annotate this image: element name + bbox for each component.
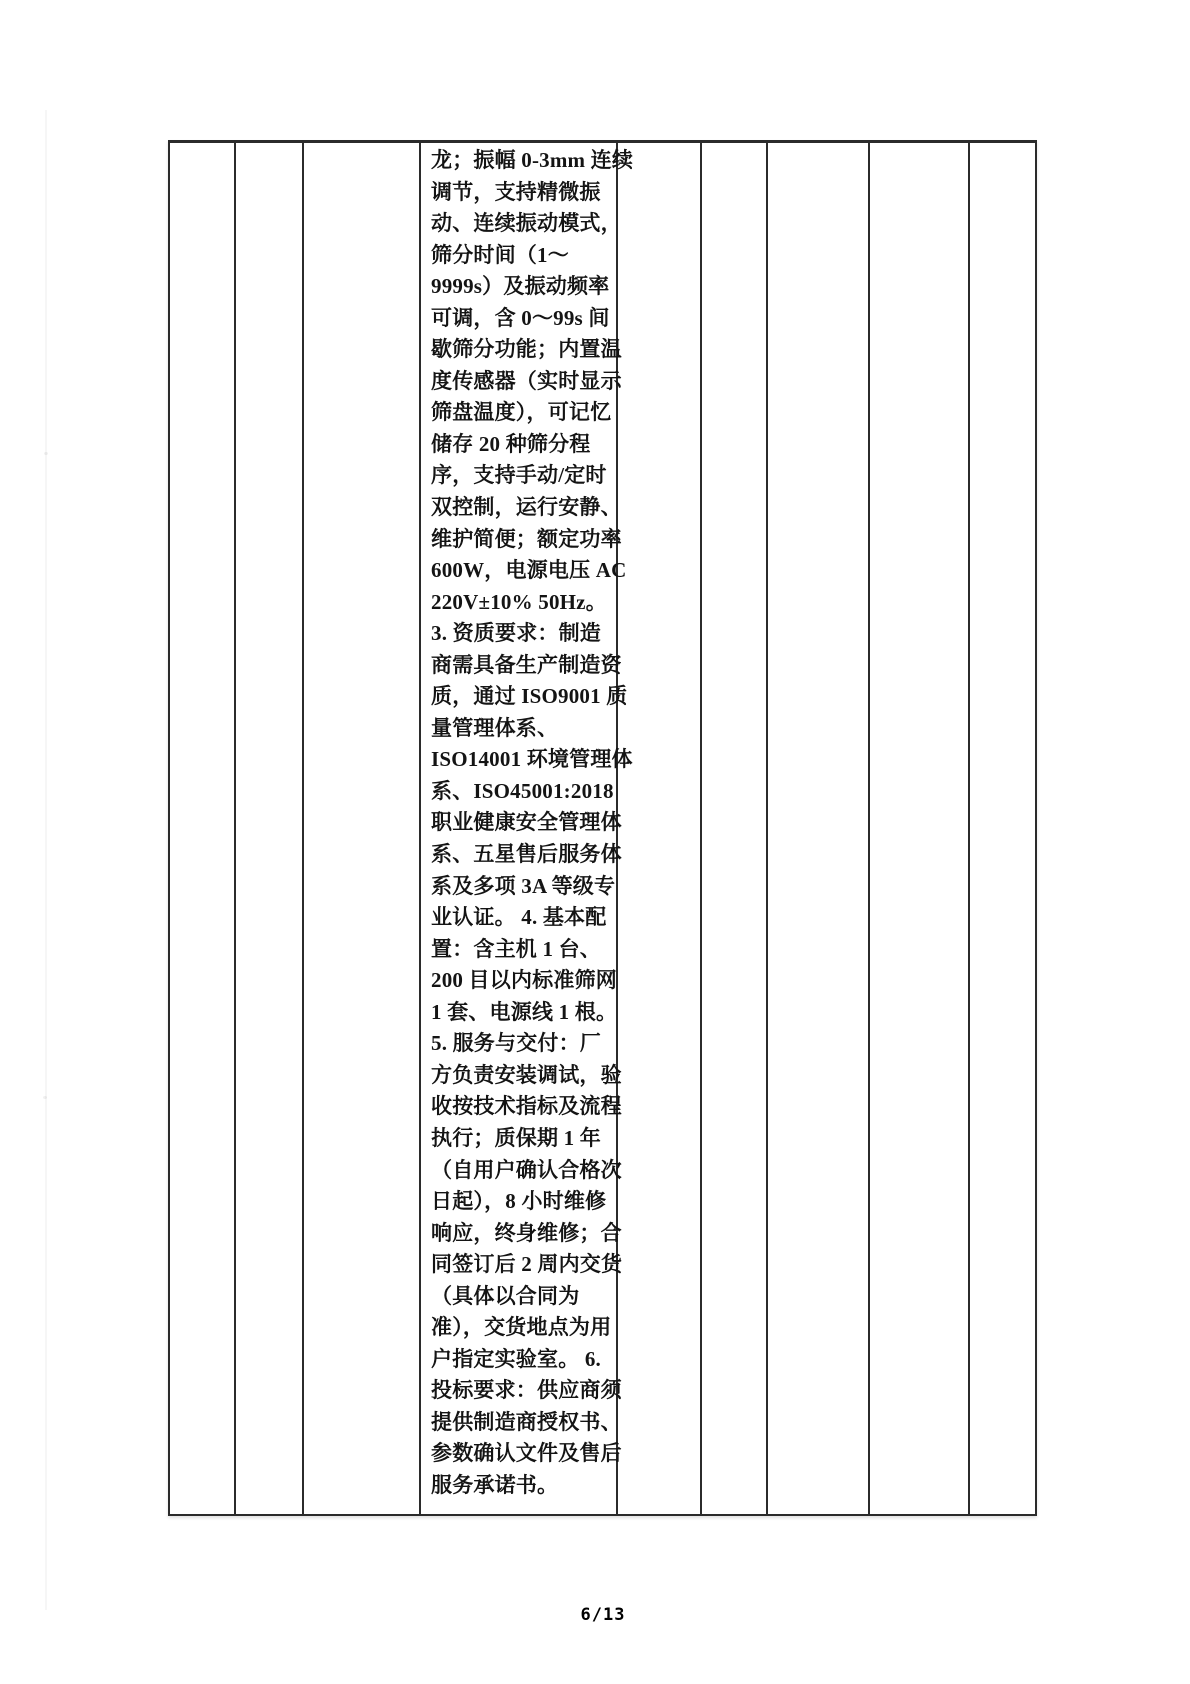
spec-text-line: 龙；振幅 0-3mm 连续 [431,148,634,172]
spec-text-line: 200 目以内标准筛网 [431,968,617,993]
spec-text-line: 维护简便；额定功率 [431,526,622,551]
spec-text-line: 歇筛分功能；内置温 [431,337,622,362]
spec-text-line: 5. 服务与交付：厂 [431,1031,601,1056]
spec-text-line: 系、ISO45001:2018 [431,778,614,803]
spec-text-line: 可调，含 0～99s 间 [431,305,610,330]
scan-artifact-speck [44,452,48,455]
spec-text-line: 序，支持手动/定时 [431,463,607,488]
spec-text-line: ISO14001 环境管理体 [431,747,633,772]
spec-text-line: 质，通过 ISO9001 质 [431,684,628,709]
spec-text-line: 准），交货地点为用 [431,1315,612,1340]
table-cell-empty-2 [236,143,304,1514]
spec-text-line: 9999s）及振动频率 [431,274,610,299]
table-cell-empty-4 [618,143,702,1514]
table-cell-empty-6 [768,143,870,1514]
spec-table [168,140,1037,1516]
spec-text-line: 调节，支持精微振 [431,179,601,204]
scan-artifact-speck [43,1096,47,1099]
spec-text-line: 执行；质保期 1 年 [431,1125,601,1150]
spec-text-line: 同签订后 2 周内交货 [431,1252,623,1277]
spec-text-line: 日起），8 小时维修 [431,1189,607,1214]
spec-text-line: 职业健康安全管理体 [431,810,622,835]
spec-text-line: 系及多项 3A 等级专 [431,873,616,898]
spec-text-line: 220V±10% 50Hz。 [431,589,607,614]
spec-text-line: 收按技术指标及流程 [431,1094,622,1119]
spec-text-line: 3. 资质要求：制造 [431,621,601,646]
scan-artifact-line [45,110,47,1610]
spec-text-line: 投标要求：供应商须 [431,1378,622,1403]
spec-text-line: 系、五星售后服务体 [431,842,622,867]
spec-text-line: （自用户确认合格次 [431,1157,622,1182]
spec-text-line: 量管理体系、 [431,715,559,740]
spec-text-line: 服务承诺书。 [431,1472,559,1497]
table-cell-empty-7 [870,143,970,1514]
spec-text-line: 提供制造商授权书、 [431,1409,622,1434]
spec-text-line: 参数确认文件及售后 [431,1441,622,1466]
table-cell-empty-3 [304,143,421,1514]
spec-text-line: 业认证。 4. 基本配 [431,905,607,930]
spec-text-line: 动、连续振动模式， [431,211,622,236]
spec-text-line: 筛分时间（1～ [431,242,569,267]
spec-text-line: 响应，终身维修；合 [431,1220,622,1245]
spec-text-line: 商需具备生产制造资 [431,652,622,677]
table-cell-empty-5 [702,143,768,1514]
spec-text-line: 方负责安装调试，验 [431,1062,622,1087]
table-cell-empty-1 [170,143,236,1514]
spec-text-line: 筛盘温度），可记忆 [431,400,612,425]
spec-text-line: 户指定实验室。 6. [431,1346,601,1371]
spec-text-line: 度传感器（实时显示 [431,368,622,393]
spec-text-line: 双控制，运行安静、 [431,495,622,520]
table-cell-empty-8 [970,143,1035,1514]
spec-text-line: 1 套、电源线 1 根。 [431,999,618,1024]
spec-text-line: （具体以合同为 [431,1283,580,1308]
spec-text-line: 600W，电源电压 AC [431,558,627,583]
spec-text-block [421,143,634,1502]
spec-text-line: 置：含主机 1 台、 [431,936,601,961]
table-cell-spec-text [421,143,634,1514]
page-number: 6/13 [580,1605,626,1625]
spec-text-line: 储存 20 种筛分程 [431,431,591,456]
